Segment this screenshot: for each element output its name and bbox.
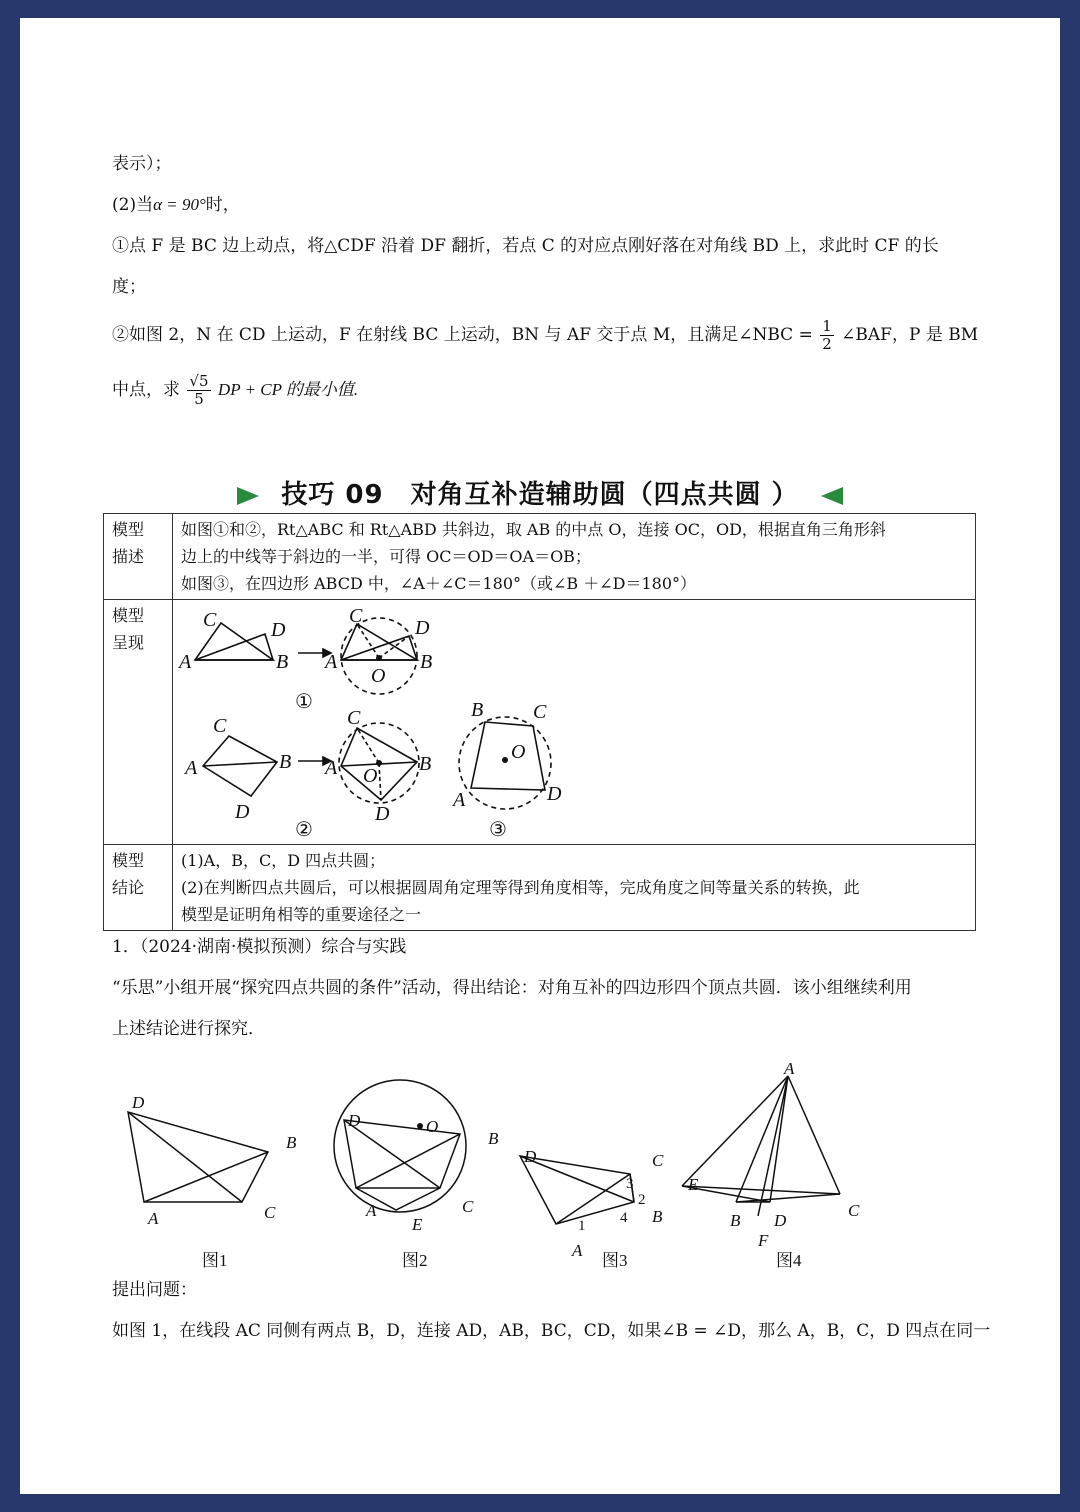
- point-label: B: [730, 1211, 741, 1230]
- point-label: A: [572, 1241, 583, 1260]
- text-line: 度；: [112, 277, 146, 297]
- text-span: 中点，求: [112, 380, 180, 400]
- point-label: O: [371, 665, 386, 687]
- text-line: “乐思”小组开展“探究四点共圆的条件”活动，得出结论：对角互补的四边形四个顶点共圆．该小组继续利用: [112, 978, 912, 998]
- angle-label: 4: [620, 1210, 628, 1226]
- point-label: O: [426, 1117, 439, 1136]
- point-label: C: [264, 1203, 276, 1222]
- arrow-right-icon: [237, 487, 259, 505]
- point-label: D: [271, 619, 286, 641]
- figure-caption: 图2: [402, 1251, 428, 1268]
- math-span: DP + CP 的最小值.: [217, 380, 359, 399]
- angle-label: 1: [578, 1218, 586, 1234]
- point-label: A: [366, 1201, 377, 1220]
- point-label: A: [453, 789, 466, 811]
- point-label: E: [412, 1215, 423, 1234]
- section-title-text: 技巧 09 对角互补造辅助圆（四点共圆 ）: [281, 480, 799, 510]
- text-line: ①点 F 是 BC 边上动点，将△CDF 沿着 DF 翻折，若点 C 的对应点刚好落在对角线 BD 上，求此时 CF 的长: [112, 236, 939, 256]
- figure-caption: 图1: [202, 1251, 228, 1268]
- point-label: D: [524, 1147, 537, 1166]
- question-header: 1．（2024·湖南·模拟预测）综合与实践: [112, 937, 407, 957]
- text-line: 如图 1，在线段 AC 同侧有两点 B，D，连接 AD，AB，BC，CD，如果∠B = ∠D，那么 A，B，C，D 四点在同一: [112, 1321, 991, 1341]
- text-span: (2)当: [112, 195, 154, 215]
- text-line: (1)A，B，C，D 四点共圆；: [181, 851, 386, 870]
- point-label: B: [420, 651, 433, 673]
- fraction-numerator: 1: [822, 317, 832, 335]
- point-label: E: [688, 1175, 699, 1194]
- point-label: C: [349, 605, 363, 627]
- point-label: A: [325, 651, 338, 673]
- fraction-numerator: √5: [189, 372, 209, 390]
- model-figures: [173, 600, 973, 840]
- figure-label: ③: [489, 819, 507, 840]
- point-label: B: [471, 699, 484, 721]
- point-label: B: [276, 651, 289, 673]
- point-label: B: [419, 753, 432, 775]
- point-label: B: [652, 1207, 663, 1226]
- point-label: D: [132, 1093, 145, 1112]
- figure-label: ②: [295, 819, 313, 840]
- point-label: A: [148, 1209, 159, 1228]
- point-label: C: [347, 707, 361, 729]
- text-line: 边上的中线等于斜边的一半，可得 OC＝OD＝OA＝OB；: [181, 547, 591, 566]
- point-label: A: [179, 651, 192, 673]
- text-line: 表示）；: [112, 154, 172, 174]
- table-row: [104, 600, 976, 845]
- text-span: ∠BAF，P 是 BM: [841, 325, 979, 345]
- text-line: [112, 373, 358, 408]
- table-row: [104, 845, 976, 931]
- text-line: 提出问题：: [112, 1280, 197, 1300]
- text-line: [112, 318, 978, 353]
- point-label: C: [652, 1151, 664, 1170]
- math-span: α = 90°: [153, 195, 206, 214]
- row-head: 模型 呈现: [104, 600, 173, 845]
- text-line: 如图①和②，Rt△ABC 和 Rt△ABD 共斜边，取 AB 的中点 O，连接 OC，OD，根据直角三角形斜: [181, 520, 886, 539]
- fraction-denominator: 5: [194, 390, 204, 408]
- point-label: A: [784, 1059, 795, 1078]
- point-label: O: [363, 765, 378, 787]
- point-label: F: [758, 1231, 769, 1250]
- angle-label: 3: [626, 1176, 634, 1192]
- arrow-left-icon: [821, 487, 843, 505]
- row-body: [173, 845, 976, 931]
- point-label: O: [511, 741, 526, 763]
- point-label: D: [547, 783, 562, 805]
- model-table: [103, 513, 976, 931]
- fraction-denominator: 2: [822, 335, 832, 353]
- point-label: C: [848, 1201, 860, 1220]
- point-label: C: [533, 701, 547, 723]
- question-figures: [100, 1048, 880, 1268]
- row-head: 模型 结论: [104, 845, 173, 931]
- point-label: B: [488, 1129, 499, 1148]
- text-line: 模型是证明角相等的重要途径之一: [181, 905, 422, 924]
- point-label: A: [185, 757, 198, 779]
- figure-caption: 图3: [602, 1251, 628, 1268]
- point-label: D: [415, 617, 430, 639]
- text-line: 上述结论进行探究．: [112, 1019, 265, 1039]
- angle-label: 2: [638, 1192, 646, 1208]
- text-span: ②如图 2，N 在 CD 上运动，F 在射线 BC 上运动，BN 与 AF 交于点 M，且满足∠NBC =: [112, 325, 813, 345]
- row-body: [173, 600, 976, 845]
- text-line: 如图③，在四边形 ABCD 中，∠A＋∠C＝180°（或∠B ＋∠D＝180°）: [181, 574, 697, 593]
- row-body: [173, 514, 976, 600]
- point-label: C: [213, 715, 227, 737]
- document-page: [20, 18, 1060, 1494]
- text-line: [112, 194, 240, 216]
- table-row: [104, 514, 976, 600]
- figure-label: ①: [295, 691, 313, 713]
- point-label: B: [279, 751, 292, 773]
- text-line: (2)在判断四点共圆后，可以根据圆周角定理等得到角度相等，完成角度之间等量关系的转换，此: [181, 878, 860, 897]
- row-head: 模型 描述: [104, 514, 173, 600]
- text-span: 时，: [205, 195, 240, 215]
- point-label: C: [462, 1197, 474, 1216]
- fraction: [187, 373, 210, 408]
- section-title: [20, 474, 1060, 511]
- point-label: C: [203, 609, 217, 631]
- point-label: A: [325, 757, 338, 779]
- point-label: D: [235, 801, 250, 823]
- point-label: D: [774, 1211, 787, 1230]
- fraction: [820, 318, 834, 353]
- point-label: D: [375, 803, 390, 825]
- point-label: B: [286, 1133, 297, 1152]
- point-label: D: [348, 1111, 361, 1130]
- figure-caption: 图4: [776, 1251, 802, 1268]
